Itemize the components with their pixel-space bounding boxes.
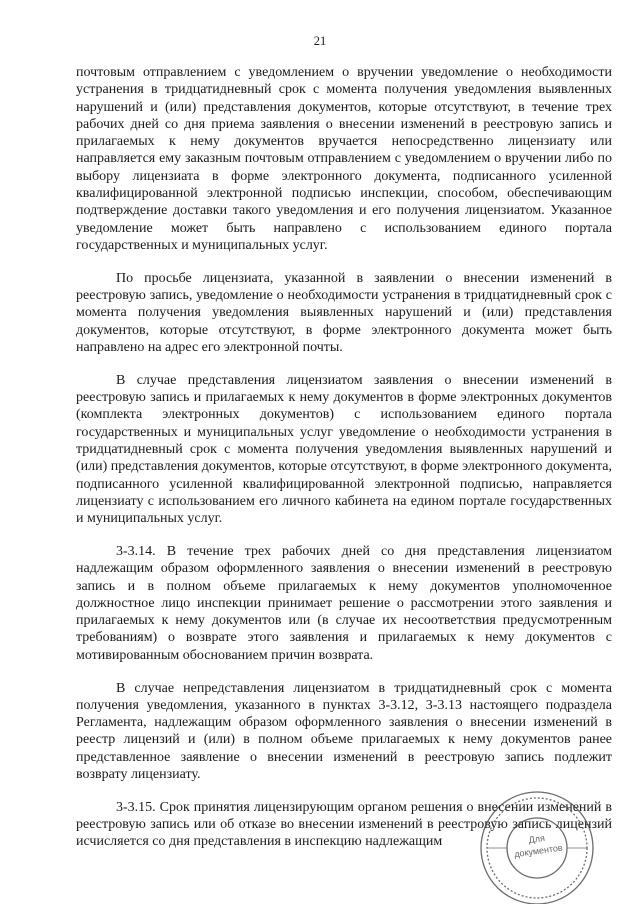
paragraph-1: почтовым отправлением с уведомлением о вручении уведомление о необходимости устранения в тридцатидневный срок с момента получения уведомления выявленных нарушений и (или) представления документов, которые отсутствуют, в течение трех рабочих дней со дня приема заявления о внесении изменений в реестровую запись и прилагаемых к нему документов вручается непосредственно лицензиату или направляется ему заказным почтовым отправлением с уведомлением о вручении либо по выбору лицензиата в форме электронного документа, подписанного усиленной квалифицированной электронной подписью инспекции, способом, обеспечивающим подтверждение доставки такого уведомления и его получения лицензиатом. Указанное уведомление может быть направлено с использованием единого портала государственных и муниципальных услуг. [76,65,612,253]
paragraph-2: По просьбе лицензиата, указанной в заявлении о внесении изменений в реестровую запись, уведомление о необходимости устранения в тридцатидневный срок с момента получения уведомления выявленных нарушений и (или) представления документов, которые отсутствуют, в форме электронного документа может быть направлено на адрес его электронной почты. [76,270,612,355]
stamp-text-line2: документов [513,842,564,860]
document-body [76,64,612,866]
page-number: 21 [313,34,327,48]
paragraph-6: 3-3.15. Срок принятия лицензирующим органом решения о внесении изменений в реестровую запись или об отказе во внесении изменений в реестровую запись лицензий исчисляется со дня представления в инспекцию надлежащим [76,799,612,850]
paragraph-4: 3-3.14. В течение трех рабочих дней со дня представления лицензиатом надлежащим образом оформленного заявления о внесении изменений в реестровую запись и в полном объеме прилагаемых к нему документов уполномоченное должностное лицо инспекции принимает решение о рассмотрении этого заявления и прилагаемых к нему документов или (в случае их несоответствия предусмотренным требованиям) о возврате этого заявления и прилагаемых к нему документов с мотивированным обоснованием причин возврата. [76,543,612,663]
stamp-text-line1: Для [528,832,546,846]
paragraph-3: В случае представления лицензиатом заявления о внесении изменений в реестровую запись и прилагаемых к нему документов в форме электронных документов (комплекта электронных документов) с использованием единого портала государственных и муниципальных услуг уведомление о необходимости устранения в тридцатидневный срок с момента получения уведомления выявленных нарушений и (или) представления документов, которые отсутствуют, в форме электронного документа, подписанного усиленной квалифицированной электронной подписью, направляется лицензиату с использованием его личного кабинета на едином портале государственных и муниципальных услуг. [76,372,612,527]
paragraph-5: В случае непредставления лицензиатом в тридцатидневный срок с момента получения уведомления, указанного в пунктах 3-3.12, 3-3.13 настоящего подраздела Регламента, надлежащим образом оформленного заявления о внесении изменений в реестр лицензий и (или) в полном объеме прилагаемых к нему документов ранее представленное заявление о внесении изменений в реестровую запись подлежит возврату лицензиату. [76,680,612,782]
seal-stamp [465,784,605,904]
